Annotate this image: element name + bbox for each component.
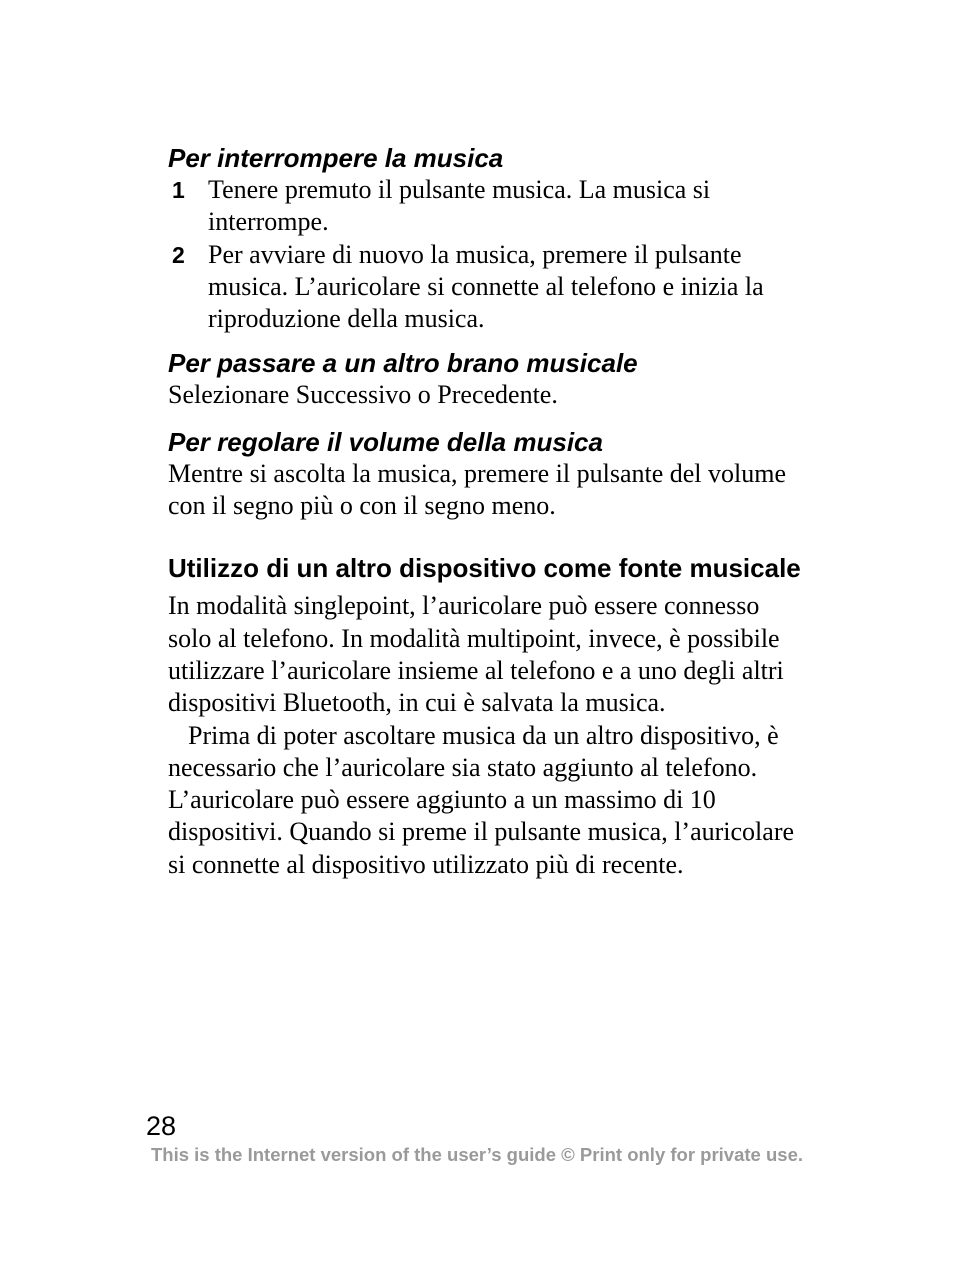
other-device-paragraph-1: In modalità singlepoint, l’auricolare può essere connesso solo al telefono. In modalità multipoint, invece, è possibile utilizzare l’auricolare insieme al telefono e a uno degli altri dispositivi Bluetooth, in cui è salvata la musica. (168, 591, 784, 718)
volume-heading: Per regolare il volume della musica (168, 426, 603, 457)
step-item (168, 239, 808, 336)
next-track-heading: Per passare a un altro brano musicale (168, 348, 638, 379)
other-device-paragraph-2: Prima di poter ascoltare musica da un altro dispositivo, è necessario che l’auricolare sia stato aggiunto al telefono. L’auricolare può essere aggiunto a un massimo di 10 dispositivi. Quando si preme il pulsante musica, l’auricolare si connette al dispositivo utilizzato più di recente. (168, 720, 795, 879)
volume-text: Mentre si ascolta la musica, premere il pulsante del volume con il segno più o con il segno meno. (168, 458, 787, 521)
section-other-device (168, 552, 808, 881)
stop-music-heading: Per interrompere la musica (168, 143, 504, 173)
section-next-track (168, 347, 808, 411)
footer-notice: This is the Internet version of the user’s guide © Print only for private use. (150, 1144, 803, 1165)
page-number: 28 (146, 1111, 177, 1141)
other-device-heading: Utilizzo di un altro dispositivo come fonte musicale (168, 553, 801, 584)
step-number: 2 (172, 241, 185, 268)
section-stop-music (168, 142, 808, 335)
page-content (168, 142, 808, 881)
step-number: 1 (172, 177, 185, 203)
step-item (168, 174, 808, 239)
stop-music-steps (168, 174, 808, 335)
step-text: Per avviare di nuovo la musica, premere il pulsante musica. L’auricolare si connette al telefono e inizia la riproduzione della musica. (208, 239, 764, 334)
step-text: Tenere premuto il pulsante musica. La musica si interrompe. (208, 175, 711, 237)
next-track-text: Selezionare Successivo o Precedente. (168, 380, 558, 410)
section-volume (168, 426, 808, 523)
